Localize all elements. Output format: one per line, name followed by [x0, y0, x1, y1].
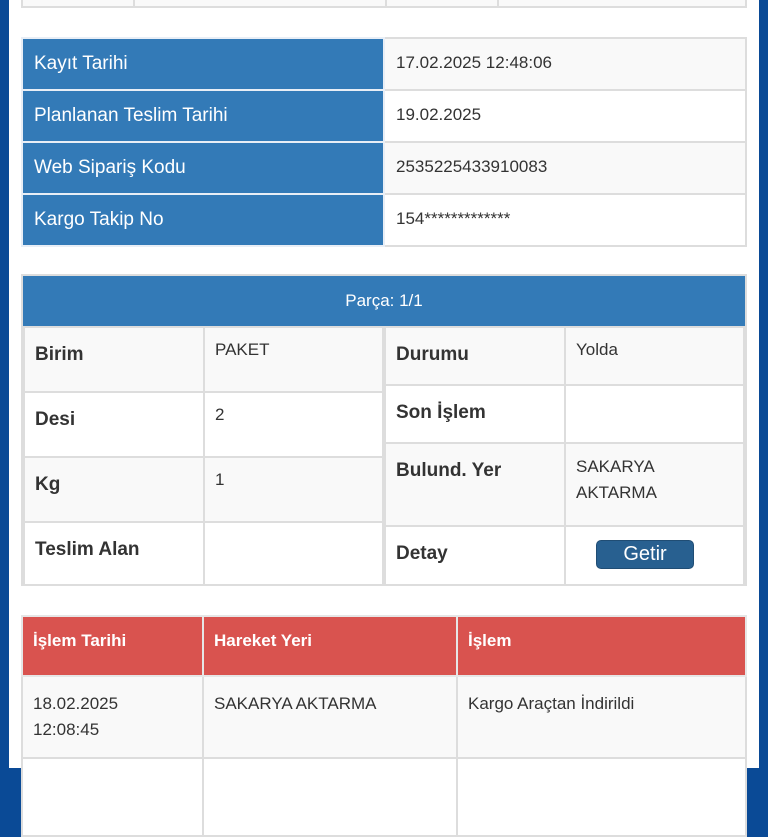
- shipment-info-table: [21, 37, 747, 247]
- info-row-kayit-tarihi: [22, 38, 746, 90]
- parcel-value-son-islem: [565, 385, 744, 443]
- parcel-label-teslim-alan: Teslim Alan: [24, 522, 204, 585]
- info-label: Kayıt Tarihi: [22, 38, 384, 90]
- info-label: Planlanan Teslim Tarihi: [22, 90, 384, 142]
- table-row: [22, 676, 746, 758]
- page-content: [9, 0, 759, 768]
- table-row: [22, 758, 746, 836]
- parcel-label-bulund-yer: Bulund. Yer: [385, 443, 565, 526]
- parcel-value-durumu: Yolda: [565, 327, 744, 385]
- parcel-label-birim: Birim: [24, 327, 204, 392]
- parcel-label-son-islem: Son İşlem: [385, 385, 565, 443]
- info-value: 2535225433910083: [384, 142, 746, 194]
- history-place-cell: SAKARYA AKTARMA: [203, 676, 457, 758]
- history-action-cell: Kargo Araçtan İndirildi: [457, 676, 746, 758]
- parcel-left-column: [23, 326, 384, 586]
- info-value: 17.02.2025 12:48:06: [384, 38, 746, 90]
- info-value: 154*************: [384, 194, 746, 246]
- parcel-label-detay: Detay: [385, 526, 565, 585]
- history-place-cell: [203, 758, 457, 836]
- parcel-label-kg: Kg: [24, 457, 204, 522]
- column-header-islem-tarihi: İşlem Tarihi: [22, 616, 203, 676]
- info-row-web-siparis-kodu: [22, 142, 746, 194]
- parcel-panel: [21, 274, 747, 586]
- parcel-value-birim: PAKET: [204, 327, 383, 392]
- info-label: Kargo Takip No: [22, 194, 384, 246]
- history-date-cell: [22, 758, 203, 836]
- column-header-islem: İşlem: [457, 616, 746, 676]
- previous-table-fragment: [21, 0, 747, 8]
- info-row-kargo-takip-no: [22, 194, 746, 246]
- column-header-hareket-yeri: Hareket Yeri: [203, 616, 457, 676]
- parcel-value-teslim-alan: [204, 522, 383, 585]
- info-row-planlanan-teslim: [22, 90, 746, 142]
- info-value: 19.02.2025: [384, 90, 746, 142]
- parcel-header: Parça: 1/1: [23, 276, 745, 326]
- parcel-right-column: [384, 326, 745, 586]
- history-date-cell: 18.02.2025 12:08:45: [22, 676, 203, 758]
- history-table: [21, 615, 747, 837]
- parcel-value-kg: 1: [204, 457, 383, 522]
- info-label: Web Sipariş Kodu: [22, 142, 384, 194]
- parcel-value-desi: 2: [204, 392, 383, 457]
- parcel-value-bulund-yer: SAKARYA AKTARMA: [565, 443, 744, 526]
- parcel-label-durumu: Durumu: [385, 327, 565, 385]
- getir-button[interactable]: Getir: [596, 540, 694, 569]
- history-action-cell: [457, 758, 746, 836]
- parcel-label-desi: Desi: [24, 392, 204, 457]
